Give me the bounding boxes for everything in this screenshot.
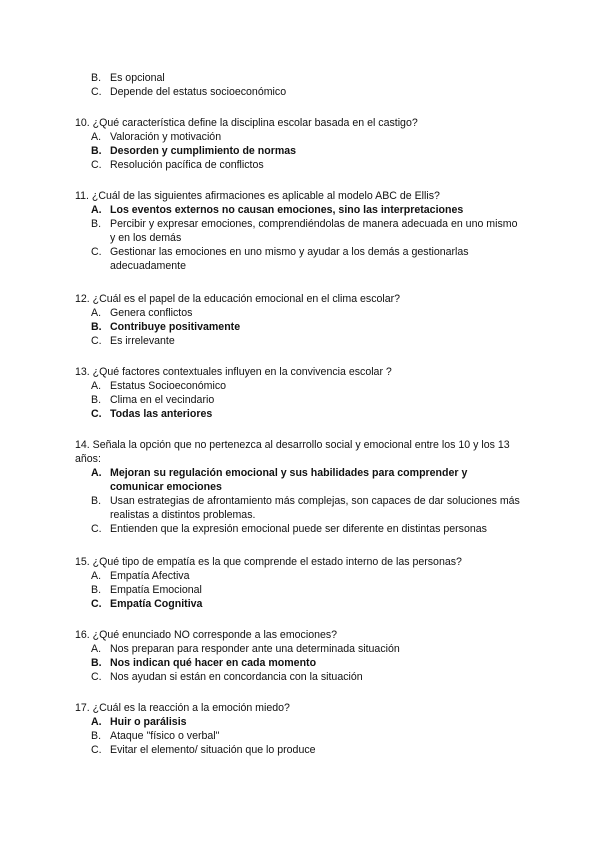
option-letter: A. [91, 380, 102, 392]
option-c [75, 743, 530, 757]
option-text: Nos preparan para responder ante una determinada situación [110, 643, 400, 655]
option-b [75, 393, 530, 407]
option-text: Mejoran su regulación emocional y sus habilidades para comprender y comunicar emociones [110, 467, 468, 493]
option-text: Clima en el vecindario [110, 394, 215, 406]
option-text: Contribuye positivamente [110, 321, 241, 333]
option-text: Entienden que la expresión emocional puede ser diferente en distintas personas [110, 523, 487, 535]
option-letter: C. [91, 335, 102, 347]
question-text: 11. ¿Cuál de las siguientes afirmaciones es aplicable al modelo ABC de Ellis? [75, 190, 440, 202]
option-b [75, 729, 530, 743]
option-letter: A. [91, 570, 102, 582]
option-text: Estatus Socioeconómico [110, 380, 227, 392]
option-c-correct [75, 597, 530, 611]
option-text: Genera conflictos [110, 307, 193, 319]
question-text: 17. ¿Cuál es la reacción a la emoción miedo? [75, 702, 290, 714]
option-letter: A. [91, 467, 102, 479]
option-letter: A. [91, 131, 102, 143]
question-block-16 [75, 628, 530, 684]
option-text: Empatía Cognitiva [110, 598, 203, 610]
option-text: Nos ayudan si están en concordancia con la situación [110, 671, 363, 683]
option-text: Depende del estatus socioeconómico [110, 86, 287, 98]
option-b-correct [75, 144, 530, 158]
question-text: 13. ¿Qué factores contextuales influyen en la convivencia escolar ? [75, 366, 392, 378]
option-c [75, 670, 530, 684]
question-block-13 [75, 365, 530, 421]
option-text: Desorden y cumplimiento de normas [110, 145, 297, 157]
option-letter: B. [91, 218, 102, 230]
option-letter: B. [91, 321, 102, 333]
option-letter: C. [91, 671, 102, 683]
option-b [75, 494, 520, 522]
option-letter: C. [91, 744, 102, 756]
option-text: Es opcional [110, 72, 165, 84]
option-letter: C. [91, 523, 102, 535]
option-text: Los eventos externos no causan emociones, sino las interpretaciones [110, 204, 464, 216]
option-letter: B. [91, 495, 102, 507]
option-letter: B. [91, 730, 102, 742]
question-block-15 [75, 555, 530, 611]
option-c-correct [75, 407, 530, 421]
question-block-9 [75, 71, 530, 99]
option-c [75, 334, 530, 348]
question-text: 12. ¿Cuál es el papel de la educación emocional en el clima escolar? [75, 293, 401, 305]
question-text: 10. ¿Qué característica define la disciplina escolar basada en el castigo? [75, 117, 418, 129]
option-a-correct [75, 715, 530, 729]
option-text: Empatía Afectiva [110, 570, 190, 582]
question-text: 14. Señala la opción que no pertenezca al desarrollo social y emocional entre los 10 y los 13 años: [75, 439, 510, 465]
option-letter: B. [91, 584, 102, 596]
option-text: Evitar el elemento/ situación que lo produce [110, 744, 316, 756]
option-letter: A. [91, 716, 102, 728]
option-text: Todas las anteriores [110, 408, 213, 420]
option-a-correct [75, 466, 520, 494]
option-letter: C. [91, 246, 102, 258]
option-b-correct [75, 656, 530, 670]
option-a [75, 306, 530, 320]
option-c [75, 522, 565, 536]
option-text: Gestionar las emociones en uno mismo y ayudar a los demás a gestionarlas adecuadamente [110, 246, 469, 272]
option-letter: A. [91, 643, 102, 655]
question-text: 15. ¿Qué tipo de empatía es la que comprende el estado interno de las personas? [75, 556, 462, 568]
option-text: Es irrelevante [110, 335, 175, 347]
option-letter: C. [91, 598, 102, 610]
option-b [75, 583, 530, 597]
question-text: 16. ¿Qué enunciado NO corresponde a las emociones? [75, 629, 338, 641]
option-letter: B. [91, 394, 102, 406]
option-letter: B. [91, 145, 102, 157]
option-text: Ataque "físico o verbal" [110, 730, 220, 742]
option-text: Nos indican qué hacer en cada momento [110, 657, 317, 669]
question-block-10 [75, 116, 530, 172]
option-c [75, 245, 520, 273]
option-a [75, 130, 530, 144]
option-text: Empatía Emocional [110, 584, 202, 596]
option-letter: A. [91, 204, 102, 216]
option-letter: C. [91, 159, 102, 171]
option-c [75, 158, 530, 172]
option-a-correct [75, 203, 530, 217]
option-a [75, 642, 530, 656]
option-letter: B. [91, 72, 102, 84]
question-block-11 [75, 189, 530, 273]
option-b [75, 71, 530, 85]
option-b [75, 217, 520, 245]
question-block-12 [75, 292, 530, 348]
option-letter: A. [91, 307, 102, 319]
option-text: Resolución pacífica de conflictos [110, 159, 264, 171]
option-text: Valoración y motivación [110, 131, 222, 143]
option-a [75, 569, 530, 583]
option-text: Huir o parálisis [110, 716, 187, 728]
option-b-correct [75, 320, 530, 334]
option-a [75, 379, 530, 393]
option-letter: C. [91, 86, 102, 98]
option-letter: B. [91, 657, 102, 669]
option-text: Usan estrategias de afrontamiento más complejas, son capaces de dar soluciones más realistas a distintos problemas. [110, 495, 520, 521]
question-block-17 [75, 701, 530, 757]
option-c [75, 85, 530, 99]
option-letter: C. [91, 408, 102, 420]
question-block-14 [75, 438, 530, 536]
option-text: Percibir y expresar emociones, comprendiéndolas de manera adecuada en uno mismo y en los demás [110, 218, 518, 244]
